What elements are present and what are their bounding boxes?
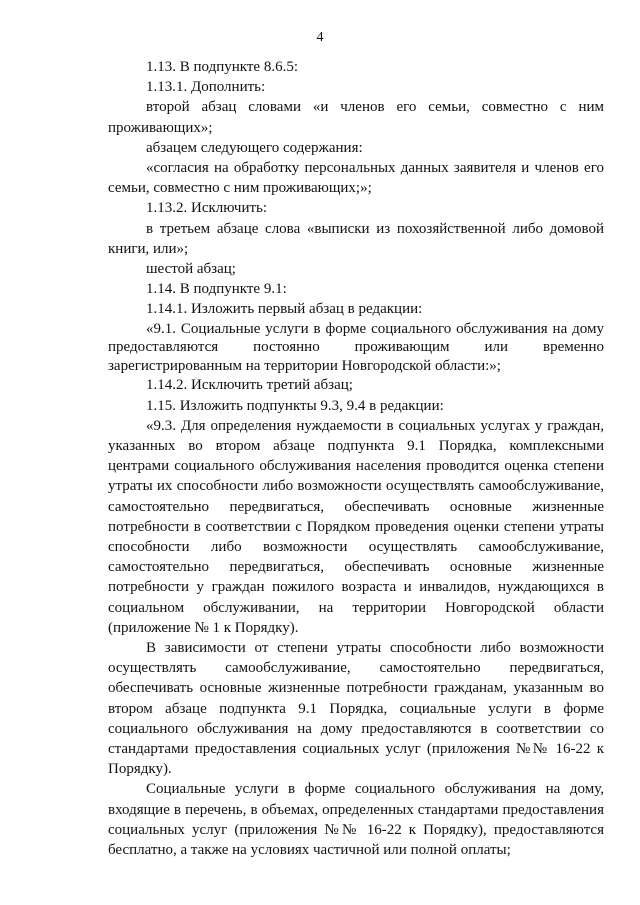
document-body	[108, 57, 604, 860]
paragraph-1-13-2: 1.13.2. Исключить:	[146, 200, 268, 217]
paragraph-third-abzac: в третьем абзаце слова «выписки из похозяйственной либо домовой книги, или»;	[108, 220, 604, 257]
paragraph-second-abzac: второй абзац словами «и членов его семьи, совместно с ним проживающих»;	[108, 99, 604, 136]
paragraph-social-services: Социальные услуги в форме социального обслуживания на дому, входящие в перечень, в объемах, определенных стандартами предоставления социальных услуг (приложения №№ 16-22 к Порядку), предоставляются бесплатно, а также на условиях частичной или полной оплаты;	[108, 781, 604, 859]
paragraph-1-14: 1.14. В подпункте 9.1:	[146, 281, 287, 298]
paragraph-depending: В зависимости от степени утраты способности либо возможности осуществлять самообслуживание, самостоятельно передвигаться, обеспечивать основные жизненные потребности гражданам, указанным во втором абзаце подпункта 9.1 Порядка, социальные услуги в форме социального обслуживания на дому предоставляются в соответствии со стандартами предоставления социальных услуг (приложения №№ 16-22 к Порядку).	[108, 640, 604, 778]
page-number: 4	[316, 30, 324, 45]
paragraph-new-abzac: абзацем следующего содержания:	[146, 139, 363, 156]
paragraph-9-1-quote: «9.1. Социальные услуги в форме социального обслуживания на дому предоставляются постоянно проживающим или временно зарегистрированным на территории Новгородской области:»;	[108, 320, 604, 374]
paragraph-9-3-quote: «9.3. Для определения нуждаемости в социальных услугах у граждан, указанных во втором абзаце подпункта 9.1 Порядка, комплексными центрами социального обслуживания населения проводится оценка степени утраты их способности либо возможности осуществлять самообслуживание, самостоятельно передвигаться, обеспечивать основные жизненные потребности в соответствии с Порядком проведения оценки степени утраты способности либо возможности осуществлять самообслуживание, самостоятельно передвигаться, обеспечивать основные жизненные потребности у граждан пожилого возраста и инвалидов, нуждающихся в социальном обслуживании, на территории Новгородской области (приложение № 1 к Порядку).	[108, 417, 604, 636]
paragraph-consent-quote: «согласия на обработку персональных данных заявителя и членов его семьи, совместно с ним проживающих;»;	[108, 160, 604, 197]
paragraph-sixth-abzac: шестой абзац;	[146, 261, 236, 278]
paragraph-1-14-1: 1.14.1. Изложить первый абзац в редакции:	[146, 301, 423, 318]
paragraph-1-15: 1.15. Изложить подпункты 9.3, 9.4 в редакции:	[146, 397, 444, 414]
paragraph-1-13: 1.13. В подпункте 8.6.5:	[146, 59, 299, 75]
paragraph-1-13-1: 1.13.1. Дополнить:	[146, 79, 266, 96]
paragraph-1-14-2: 1.14.2. Исключить третий абзац;	[146, 377, 353, 394]
